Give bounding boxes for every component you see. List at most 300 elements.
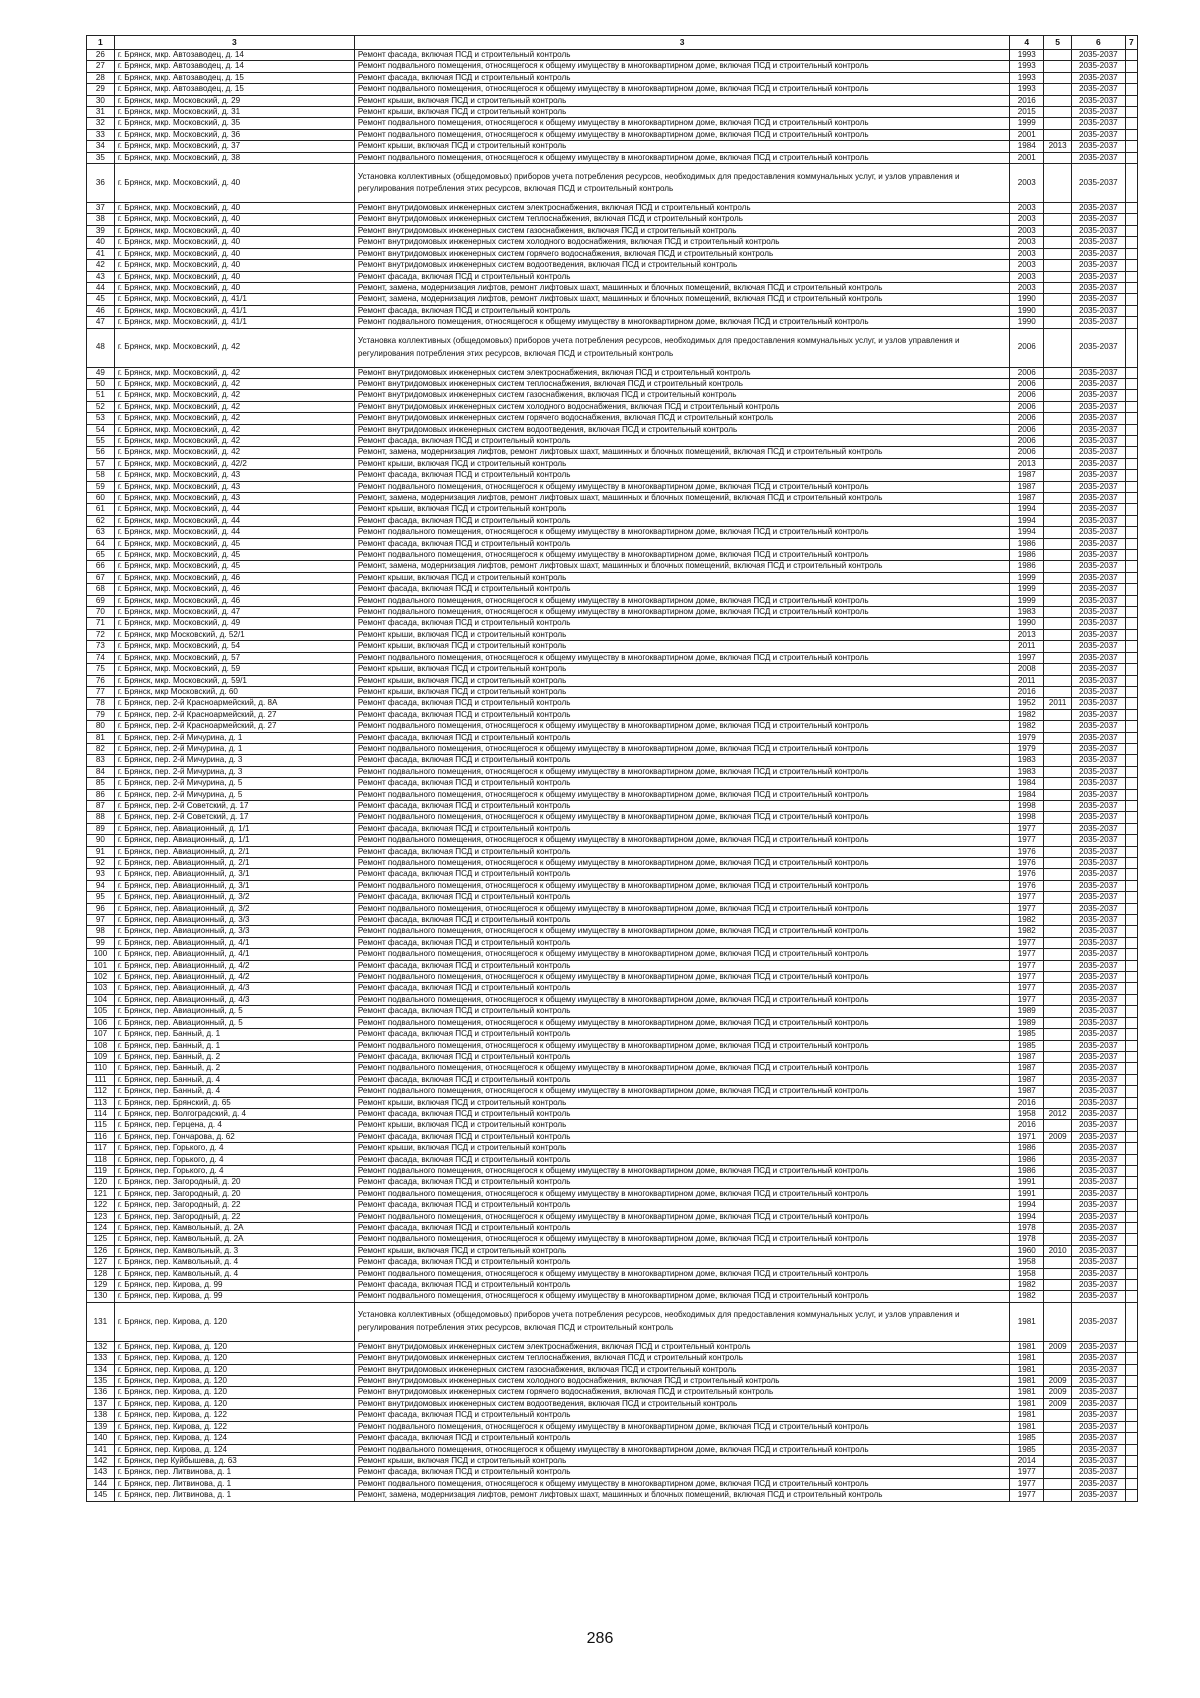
table-row	[87, 869, 1138, 880]
last-repair-year-cell	[1044, 789, 1072, 800]
note-cell	[1125, 1223, 1137, 1234]
last-repair-year-cell	[1044, 1063, 1072, 1074]
year-built-cell: 1984	[1010, 789, 1044, 800]
address-cell: г. Брянск, мкр. Московский, д. 46	[114, 595, 354, 606]
work-type-cell: Ремонт подвального помещения, относящегося к общему имуществу в многоквартирном доме, включая ПСД и строительный контроль	[354, 812, 1009, 823]
note-cell	[1125, 481, 1137, 492]
table-row	[87, 1029, 1138, 1040]
planned-period-cell: 2035-2037	[1072, 164, 1126, 203]
table-row	[87, 141, 1138, 152]
table-row	[87, 107, 1138, 118]
planned-period-cell: 2035-2037	[1072, 84, 1126, 95]
table-row	[87, 846, 1138, 857]
address-cell: г. Брянск, мкр. Московский, д. 45	[114, 550, 354, 561]
year-built-cell: 2003	[1010, 214, 1044, 225]
table-row	[87, 1097, 1138, 1108]
note-cell	[1125, 1387, 1137, 1398]
table-row	[87, 1063, 1138, 1074]
row-number-cell: 87	[87, 800, 115, 811]
note-cell	[1125, 1120, 1137, 1131]
planned-period-cell: 2035-2037	[1072, 447, 1126, 458]
work-type-cell: Ремонт внутридомовых инженерных систем водоотведения, включая ПСД и строительный контроль	[354, 424, 1009, 435]
address-cell: г. Брянск, мкр. Московский, д. 29	[114, 95, 354, 106]
address-cell: г. Брянск, мкр. Московский, д. 44	[114, 527, 354, 538]
note-cell	[1125, 869, 1137, 880]
planned-period-cell: 2035-2037	[1072, 972, 1126, 983]
row-number-cell: 35	[87, 152, 115, 163]
note-cell	[1125, 248, 1137, 259]
last-repair-year-cell: 2009	[1044, 1376, 1072, 1387]
note-cell	[1125, 1165, 1137, 1176]
last-repair-year-cell	[1044, 84, 1072, 95]
table-row	[87, 95, 1138, 106]
planned-period-cell: 2035-2037	[1072, 72, 1126, 83]
planned-period-cell: 2035-2037	[1072, 1131, 1126, 1142]
row-number-cell: 28	[87, 72, 115, 83]
planned-period-cell: 2035-2037	[1072, 305, 1126, 316]
work-type-cell: Ремонт крыши, включая ПСД и строительный контроль	[354, 107, 1009, 118]
year-built-cell: 1977	[1010, 835, 1044, 846]
address-cell: г. Брянск, мкр. Московский, д. 40	[114, 164, 354, 203]
table-row	[87, 1177, 1138, 1188]
note-cell	[1125, 1051, 1137, 1062]
row-number-cell: 80	[87, 721, 115, 732]
last-repair-year-cell	[1044, 1410, 1072, 1421]
planned-period-cell: 2035-2037	[1072, 1086, 1126, 1097]
planned-period-cell: 2035-2037	[1072, 470, 1126, 481]
last-repair-year-cell	[1044, 504, 1072, 515]
table-row	[87, 778, 1138, 789]
planned-period-cell: 2035-2037	[1072, 709, 1126, 720]
row-number-cell: 47	[87, 317, 115, 328]
planned-period-cell: 2035-2037	[1072, 527, 1126, 538]
planned-period-cell: 2035-2037	[1072, 61, 1126, 72]
address-cell: г. Брянск, пер. Кирова, д. 120	[114, 1364, 354, 1375]
last-repair-year-cell	[1044, 1086, 1072, 1097]
row-number-cell: 83	[87, 755, 115, 766]
row-number-cell: 60	[87, 493, 115, 504]
year-built-cell: 1987	[1010, 1063, 1044, 1074]
note-cell	[1125, 527, 1137, 538]
work-type-cell: Ремонт подвального помещения, относящегося к общему имуществу в многоквартирном доме, включая ПСД и строительный контроль	[354, 1291, 1009, 1302]
row-number-cell: 51	[87, 390, 115, 401]
work-type-cell: Ремонт подвального помещения, относящегося к общему имуществу в многоквартирном доме, включая ПСД и строительный контроль	[354, 84, 1009, 95]
year-built-cell: 1983	[1010, 607, 1044, 618]
address-cell: г. Брянск, пер. 2-й Советский, д. 17	[114, 800, 354, 811]
row-number-cell: 53	[87, 413, 115, 424]
row-number-cell: 112	[87, 1086, 115, 1097]
address-cell: г. Брянск, пер. Авиационный, д. 3/3	[114, 926, 354, 937]
last-repair-year-cell: 2009	[1044, 1341, 1072, 1352]
year-built-cell: 2003	[1010, 260, 1044, 271]
address-cell: г. Брянск, пер. Литвинова, д. 1	[114, 1490, 354, 1501]
last-repair-year-cell	[1044, 675, 1072, 686]
note-cell	[1125, 572, 1137, 583]
last-repair-year-cell	[1044, 294, 1072, 305]
note-cell	[1125, 1074, 1137, 1085]
table-row	[87, 1376, 1138, 1387]
last-repair-year-cell	[1044, 812, 1072, 823]
last-repair-year-cell	[1044, 248, 1072, 259]
planned-period-cell: 2035-2037	[1072, 652, 1126, 663]
year-built-cell: 2014	[1010, 1455, 1044, 1466]
work-type-cell: Установка коллективных (общедомовых) приборов учета потребления ресурсов, необходимых для предоставления коммунальных услуг, и узлов управления и регулирования потребления этих ресурсов, включая ПСД и строительный контроль	[354, 1302, 1009, 1341]
column-header: 5	[1044, 36, 1072, 50]
note-cell	[1125, 686, 1137, 697]
repair-program-table	[86, 35, 1138, 1502]
year-built-cell: 1982	[1010, 709, 1044, 720]
row-number-cell: 84	[87, 766, 115, 777]
table-row	[87, 1154, 1138, 1165]
note-cell	[1125, 214, 1137, 225]
last-repair-year-cell	[1044, 1291, 1072, 1302]
year-built-cell: 1999	[1010, 572, 1044, 583]
last-repair-year-cell	[1044, 1188, 1072, 1199]
table-row	[87, 260, 1138, 271]
row-number-cell: 93	[87, 869, 115, 880]
year-built-cell: 2003	[1010, 203, 1044, 214]
last-repair-year-cell	[1044, 629, 1072, 640]
work-type-cell: Ремонт крыши, включая ПСД и строительный контроль	[354, 141, 1009, 152]
row-number-cell: 69	[87, 595, 115, 606]
planned-period-cell: 2035-2037	[1072, 225, 1126, 236]
row-number-cell: 144	[87, 1478, 115, 1489]
address-cell: г. Брянск, мкр. Московский, д. 44	[114, 515, 354, 526]
work-type-cell: Ремонт фасада, включая ПСД и строительный контроль	[354, 435, 1009, 446]
row-number-cell: 85	[87, 778, 115, 789]
table-row	[87, 903, 1138, 914]
row-number-cell: 33	[87, 129, 115, 140]
year-built-cell: 1986	[1010, 1143, 1044, 1154]
note-cell	[1125, 515, 1137, 526]
last-repair-year-cell	[1044, 50, 1072, 61]
year-built-cell: 1981	[1010, 1302, 1044, 1341]
work-type-cell: Ремонт фасада, включая ПСД и строительный контроль	[354, 50, 1009, 61]
note-cell	[1125, 95, 1137, 106]
table-row	[87, 203, 1138, 214]
work-type-cell: Ремонт, замена, модернизация лифтов, ремонт лифтовых шахт, машинных и блочных помещений, включая ПСД и строительный контроль	[354, 1490, 1009, 1501]
note-cell	[1125, 1200, 1137, 1211]
address-cell: г. Брянск, пер. Авиационный, д. 5	[114, 1006, 354, 1017]
note-cell	[1125, 470, 1137, 481]
work-type-cell: Ремонт внутридомовых инженерных систем теплоснабжения, включая ПСД и строительный контроль	[354, 214, 1009, 225]
table-row	[87, 1131, 1138, 1142]
row-number-cell: 137	[87, 1398, 115, 1409]
address-cell: г. Брянск, пер. Горького, д. 4	[114, 1143, 354, 1154]
note-cell	[1125, 141, 1137, 152]
work-type-cell: Ремонт внутридомовых инженерных систем водоотведения, включая ПСД и строительный контроль	[354, 260, 1009, 271]
address-cell: г. Брянск, мкр. Московский, д. 40	[114, 203, 354, 214]
planned-period-cell: 2035-2037	[1072, 743, 1126, 754]
address-cell: г. Брянск, мкр. Московский, д. 41/1	[114, 294, 354, 305]
table-row	[87, 972, 1138, 983]
work-type-cell: Ремонт внутридомовых инженерных систем горячего водоснабжения, включая ПСД и строительный контроль	[354, 1387, 1009, 1398]
year-built-cell: 1981	[1010, 1353, 1044, 1364]
row-number-cell: 145	[87, 1490, 115, 1501]
planned-period-cell: 2035-2037	[1072, 778, 1126, 789]
year-built-cell: 1977	[1010, 1490, 1044, 1501]
note-cell	[1125, 1063, 1137, 1074]
last-repair-year-cell	[1044, 401, 1072, 412]
work-type-cell: Ремонт подвального помещения, относящегося к общему имуществу в многоквартирном доме, включая ПСД и строительный контроль	[354, 743, 1009, 754]
year-built-cell: 2003	[1010, 225, 1044, 236]
table-row	[87, 812, 1138, 823]
address-cell: г. Брянск, мкр. Московский, д. 42/2	[114, 458, 354, 469]
row-number-cell: 128	[87, 1268, 115, 1279]
year-built-cell: 1993	[1010, 50, 1044, 61]
planned-period-cell: 2035-2037	[1072, 686, 1126, 697]
last-repair-year-cell	[1044, 1280, 1072, 1291]
planned-period-cell: 2035-2037	[1072, 1268, 1126, 1279]
year-built-cell: 1984	[1010, 778, 1044, 789]
row-number-cell: 39	[87, 225, 115, 236]
planned-period-cell: 2035-2037	[1072, 926, 1126, 937]
last-repair-year-cell: 2009	[1044, 1398, 1072, 1409]
planned-period-cell: 2035-2037	[1072, 401, 1126, 412]
last-repair-year-cell	[1044, 869, 1072, 880]
table-row	[87, 584, 1138, 595]
work-type-cell: Ремонт подвального помещения, относящегося к общему имуществу в многоквартирном доме, включая ПСД и строительный контроль	[354, 61, 1009, 72]
table-row	[87, 1086, 1138, 1097]
work-type-cell: Ремонт внутридомовых инженерных систем холодного водоснабжения, включая ПСД и строительный контроль	[354, 401, 1009, 412]
table-row	[87, 1490, 1138, 1501]
table-row	[87, 401, 1138, 412]
note-cell	[1125, 960, 1137, 971]
last-repair-year-cell	[1044, 743, 1072, 754]
note-cell	[1125, 282, 1137, 293]
column-header: 7	[1125, 36, 1137, 50]
row-number-cell: 124	[87, 1223, 115, 1234]
note-cell	[1125, 435, 1137, 446]
table-row	[87, 1234, 1138, 1245]
planned-period-cell: 2035-2037	[1072, 1177, 1126, 1188]
last-repair-year-cell	[1044, 561, 1072, 572]
planned-period-cell: 2035-2037	[1072, 1398, 1126, 1409]
work-type-cell: Ремонт фасада, включая ПСД и строительный контроль	[354, 1177, 1009, 1188]
table-row	[87, 248, 1138, 259]
table-row	[87, 618, 1138, 629]
address-cell: г. Брянск, пер. 2-й Мичурина, д. 5	[114, 778, 354, 789]
last-repair-year-cell	[1044, 129, 1072, 140]
work-type-cell: Ремонт фасада, включая ПСД и строительный контроль	[354, 1108, 1009, 1119]
planned-period-cell: 2035-2037	[1072, 903, 1126, 914]
year-built-cell: 1981	[1010, 1398, 1044, 1409]
address-cell: г. Брянск, мкр. Автозаводец, д. 14	[114, 61, 354, 72]
last-repair-year-cell	[1044, 61, 1072, 72]
planned-period-cell: 2035-2037	[1072, 515, 1126, 526]
address-cell: г. Брянск, пер. Авиационный, д. 5	[114, 1017, 354, 1028]
year-built-cell: 1994	[1010, 1211, 1044, 1222]
note-cell	[1125, 1040, 1137, 1051]
row-number-cell: 116	[87, 1131, 115, 1142]
table-row	[87, 766, 1138, 777]
work-type-cell: Ремонт крыши, включая ПСД и строительный контроль	[354, 686, 1009, 697]
last-repair-year-cell	[1044, 949, 1072, 960]
address-cell: г. Брянск, пер. Авиационный, д. 4/2	[114, 960, 354, 971]
year-built-cell: 2006	[1010, 435, 1044, 446]
row-number-cell: 111	[87, 1074, 115, 1085]
row-number-cell: 73	[87, 641, 115, 652]
year-built-cell: 1997	[1010, 652, 1044, 663]
row-number-cell: 44	[87, 282, 115, 293]
year-built-cell: 1977	[1010, 1478, 1044, 1489]
table-row	[87, 1364, 1138, 1375]
year-built-cell: 1958	[1010, 1268, 1044, 1279]
note-cell	[1125, 664, 1137, 675]
work-type-cell: Ремонт фасада, включая ПСД и строительный контроль	[354, 72, 1009, 83]
row-number-cell: 79	[87, 709, 115, 720]
row-number-cell: 135	[87, 1376, 115, 1387]
planned-period-cell: 2035-2037	[1072, 248, 1126, 259]
note-cell	[1125, 1341, 1137, 1352]
last-repair-year-cell	[1044, 584, 1072, 595]
table-row	[87, 1074, 1138, 1085]
table-row	[87, 1017, 1138, 1028]
address-cell: г. Брянск, мкр. Московский, д. 42	[114, 401, 354, 412]
year-built-cell: 2003	[1010, 282, 1044, 293]
last-repair-year-cell	[1044, 481, 1072, 492]
planned-period-cell: 2035-2037	[1072, 1245, 1126, 1256]
last-repair-year-cell	[1044, 766, 1072, 777]
address-cell: г. Брянск, мкр. Автозаводец, д. 14	[114, 50, 354, 61]
row-number-cell: 29	[87, 84, 115, 95]
planned-period-cell: 2035-2037	[1072, 1444, 1126, 1455]
table-row	[87, 294, 1138, 305]
row-number-cell: 54	[87, 424, 115, 435]
note-cell	[1125, 164, 1137, 203]
address-cell: г. Брянск, пер. Волгоградский, д. 4	[114, 1108, 354, 1119]
planned-period-cell: 2035-2037	[1072, 1387, 1126, 1398]
year-built-cell: 2011	[1010, 675, 1044, 686]
year-built-cell: 1982	[1010, 915, 1044, 926]
planned-period-cell: 2035-2037	[1072, 481, 1126, 492]
last-repair-year-cell: 2009	[1044, 1387, 1072, 1398]
year-built-cell: 1991	[1010, 1177, 1044, 1188]
work-type-cell: Ремонт внутридомовых инженерных систем газоснабжения, включая ПСД и строительный контроль	[354, 225, 1009, 236]
row-number-cell: 100	[87, 949, 115, 960]
year-built-cell: 1986	[1010, 1154, 1044, 1165]
row-number-cell: 59	[87, 481, 115, 492]
address-cell: г. Брянск, мкр. Московский, д. 40	[114, 271, 354, 282]
planned-period-cell: 2035-2037	[1072, 584, 1126, 595]
row-number-cell: 57	[87, 458, 115, 469]
year-built-cell: 1999	[1010, 595, 1044, 606]
address-cell: г. Брянск, мкр. Московский, д. 41/1	[114, 317, 354, 328]
planned-period-cell: 2035-2037	[1072, 641, 1126, 652]
address-cell: г. Брянск, пер. Авиационный, д. 3/3	[114, 915, 354, 926]
table-row	[87, 378, 1138, 389]
note-cell	[1125, 424, 1137, 435]
planned-period-cell: 2035-2037	[1072, 1040, 1126, 1051]
work-type-cell: Ремонт фасада, включая ПСД и строительный контроль	[354, 892, 1009, 903]
row-number-cell: 58	[87, 470, 115, 481]
work-type-cell: Ремонт крыши, включая ПСД и строительный контроль	[354, 1143, 1009, 1154]
note-cell	[1125, 983, 1137, 994]
planned-period-cell: 2035-2037	[1072, 129, 1126, 140]
year-built-cell: 1998	[1010, 812, 1044, 823]
note-cell	[1125, 721, 1137, 732]
planned-period-cell: 2035-2037	[1072, 50, 1126, 61]
table-row	[87, 1291, 1138, 1302]
address-cell: г. Брянск, пер. Камвольный, д. 4	[114, 1257, 354, 1268]
work-type-cell: Ремонт фасада, включая ПСД и строительный контроль	[354, 915, 1009, 926]
table-row	[87, 572, 1138, 583]
note-cell	[1125, 880, 1137, 891]
work-type-cell: Ремонт подвального помещения, относящегося к общему имуществу в многоквартирном доме, включая ПСД и строительный контроль	[354, 1421, 1009, 1432]
year-built-cell: 1993	[1010, 61, 1044, 72]
note-cell	[1125, 1433, 1137, 1444]
column-header: 3	[114, 36, 354, 50]
year-built-cell: 2003	[1010, 237, 1044, 248]
work-type-cell: Ремонт подвального помещения, относящегося к общему имуществу в многоквартирном доме, включая ПСД и строительный контроль	[354, 972, 1009, 983]
address-cell: г. Брянск, пер. 2-й Красноармейский, д. 8А	[114, 698, 354, 709]
work-type-cell: Ремонт крыши, включая ПСД и строительный контроль	[354, 458, 1009, 469]
note-cell	[1125, 390, 1137, 401]
year-built-cell: 1998	[1010, 800, 1044, 811]
year-built-cell: 1982	[1010, 926, 1044, 937]
column-header: 4	[1010, 36, 1044, 50]
address-cell: г. Брянск, мкр. Московский, д. 42	[114, 367, 354, 378]
year-built-cell: 1977	[1010, 892, 1044, 903]
table-row	[87, 892, 1138, 903]
row-number-cell: 76	[87, 675, 115, 686]
note-cell	[1125, 1131, 1137, 1142]
last-repair-year-cell	[1044, 800, 1072, 811]
year-built-cell: 1993	[1010, 72, 1044, 83]
planned-period-cell: 2035-2037	[1072, 1143, 1126, 1154]
year-built-cell: 1977	[1010, 1467, 1044, 1478]
table-row	[87, 1467, 1138, 1478]
planned-period-cell: 2035-2037	[1072, 435, 1126, 446]
year-built-cell: 1983	[1010, 766, 1044, 777]
work-type-cell: Ремонт подвального помещения, относящегося к общему имуществу в многоквартирном доме, включая ПСД и строительный контроль	[354, 1188, 1009, 1199]
last-repair-year-cell	[1044, 1223, 1072, 1234]
address-cell: г. Брянск, мкр. Московский, д. 57	[114, 652, 354, 663]
work-type-cell: Ремонт крыши, включая ПСД и строительный контроль	[354, 664, 1009, 675]
table-row	[87, 515, 1138, 526]
table-row	[87, 214, 1138, 225]
planned-period-cell: 2035-2037	[1072, 237, 1126, 248]
work-type-cell: Ремонт подвального помещения, относящегося к общему имуществу в многоквартирном доме, включая ПСД и строительный контроль	[354, 607, 1009, 618]
address-cell: г. Брянск, пер. Банный, д. 4	[114, 1074, 354, 1085]
last-repair-year-cell	[1044, 1234, 1072, 1245]
table-row	[87, 84, 1138, 95]
last-repair-year-cell	[1044, 618, 1072, 629]
note-cell	[1125, 1154, 1137, 1165]
last-repair-year-cell	[1044, 317, 1072, 328]
last-repair-year-cell	[1044, 550, 1072, 561]
last-repair-year-cell	[1044, 652, 1072, 663]
row-number-cell: 86	[87, 789, 115, 800]
row-number-cell: 132	[87, 1341, 115, 1352]
note-cell	[1125, 698, 1137, 709]
work-type-cell: Ремонт фасада, включая ПСД и строительный контроль	[354, 584, 1009, 595]
table-row	[87, 1444, 1138, 1455]
note-cell	[1125, 1108, 1137, 1119]
row-number-cell: 42	[87, 260, 115, 271]
address-cell: г. Брянск, пер. 2-й Красноармейский, д. 27	[114, 709, 354, 720]
table-row	[87, 858, 1138, 869]
last-repair-year-cell	[1044, 1120, 1072, 1131]
note-cell	[1125, 84, 1137, 95]
year-built-cell: 1990	[1010, 294, 1044, 305]
note-cell	[1125, 1086, 1137, 1097]
address-cell: г. Брянск, мкр. Московский, д. 42	[114, 447, 354, 458]
planned-period-cell: 2035-2037	[1072, 766, 1126, 777]
row-number-cell: 123	[87, 1211, 115, 1222]
work-type-cell: Ремонт подвального помещения, относящегося к общему имуществу в многоквартирном доме, включая ПСД и строительный контроль	[354, 152, 1009, 163]
address-cell: г. Брянск, мкр. Московский, д. 35	[114, 118, 354, 129]
